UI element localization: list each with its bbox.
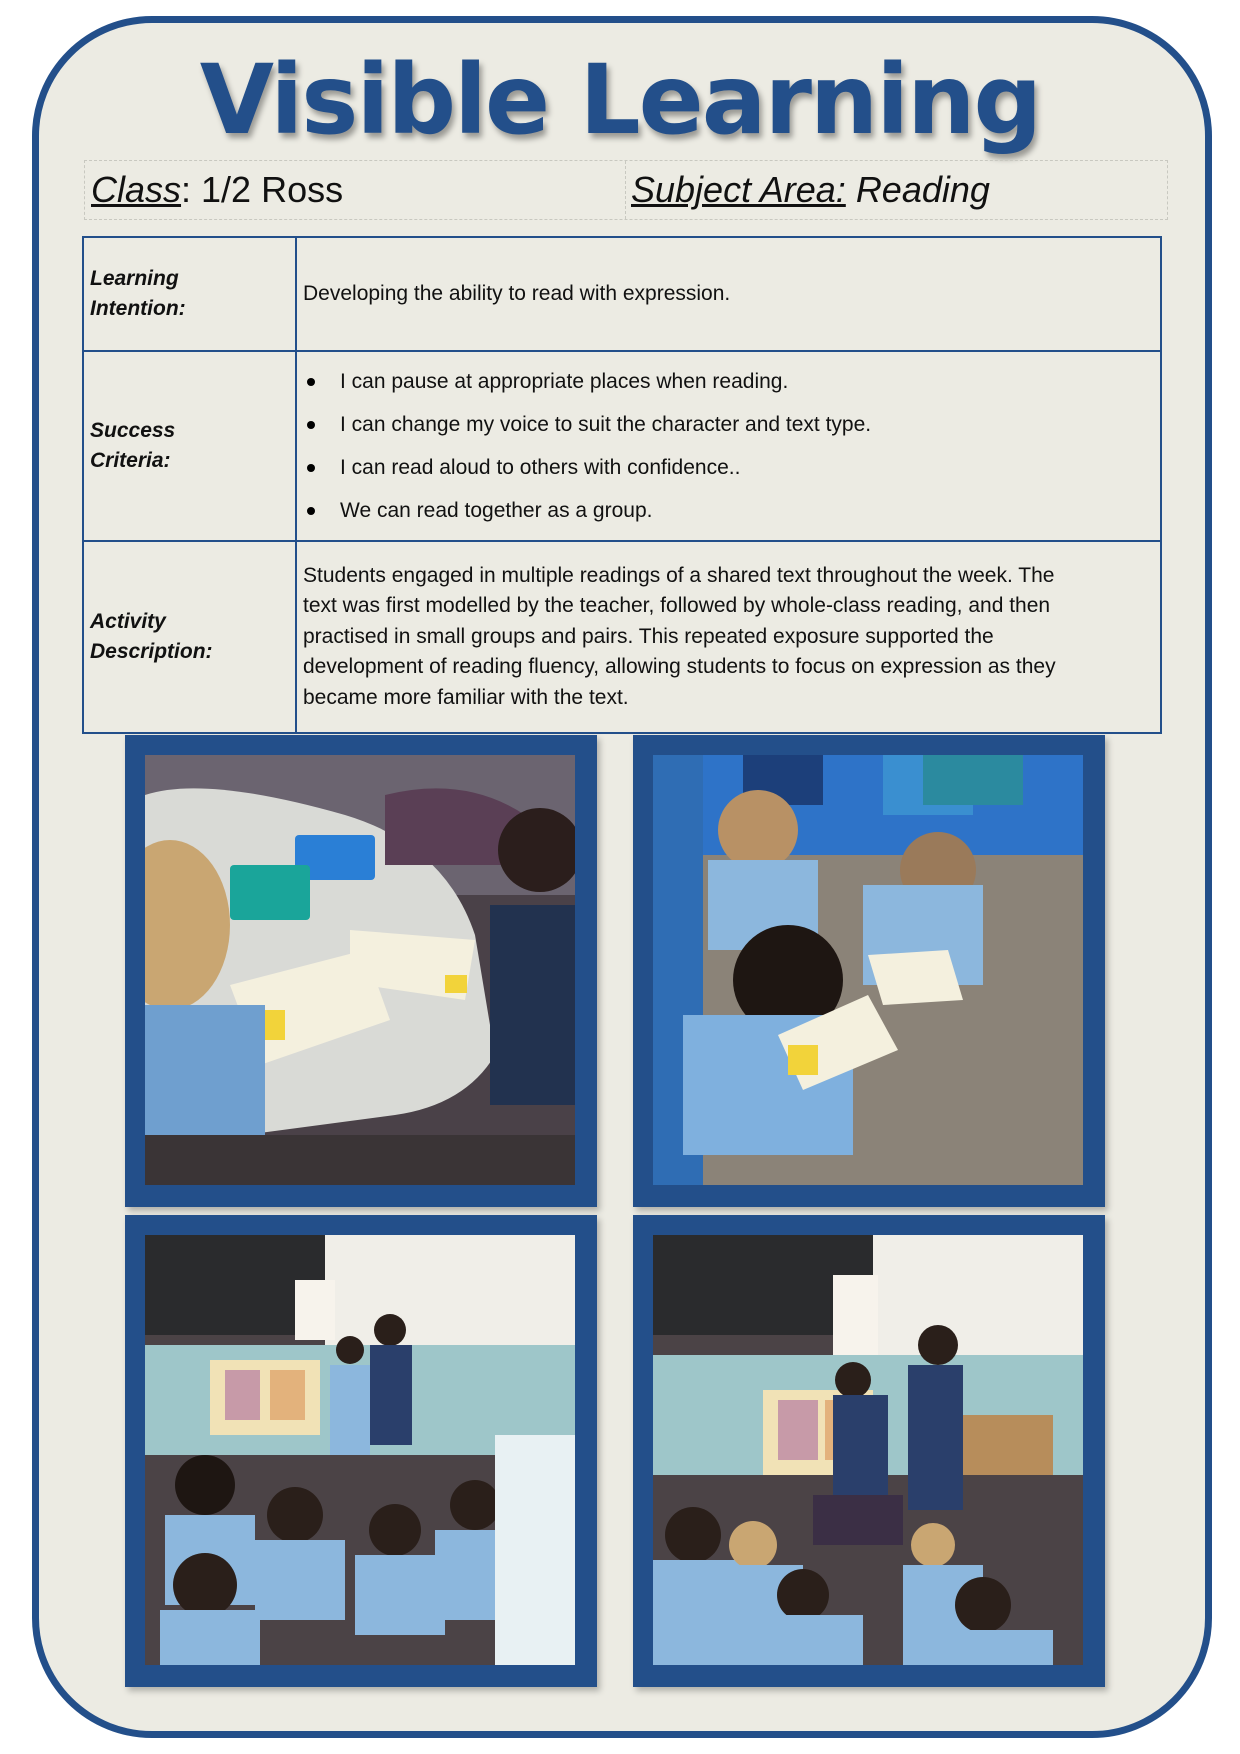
info-divider	[625, 161, 626, 219]
subject-field	[631, 169, 990, 211]
success-criteria-label: Success Criteria:	[83, 351, 296, 541]
photo-students-reading-at-table	[125, 735, 597, 1207]
photo-students-reading-on-floor	[633, 735, 1105, 1207]
class-value: : 1/2 Ross	[181, 169, 344, 210]
page-title: Visible Learning	[199, 44, 1041, 156]
class-field	[91, 169, 343, 211]
list-item: I can read aloud to others with confidence..	[303, 446, 1150, 489]
photo-class-shared-reading-2	[633, 1215, 1105, 1687]
learning-intention-row	[83, 237, 1161, 351]
class-info-row	[84, 160, 1168, 220]
learning-intention-text: Developing the ability to read with expression.	[296, 237, 1161, 351]
photo-image	[653, 755, 1083, 1185]
activity-description-label: Activity Description:	[83, 541, 296, 733]
list-item: I can pause at appropriate places when reading.	[303, 360, 1150, 403]
photo-class-shared-reading-1	[125, 1215, 597, 1687]
success-criteria-list-cell	[296, 351, 1161, 541]
subject-value: Reading	[855, 169, 990, 210]
photo-image	[145, 755, 575, 1185]
success-criteria-list	[303, 360, 1150, 532]
photo-image	[653, 1235, 1083, 1665]
learning-intention-label: Learning Intention:	[83, 237, 296, 351]
lesson-table	[82, 236, 1162, 734]
subject-label: Subject Area:	[631, 169, 846, 210]
success-criteria-row	[83, 351, 1161, 541]
list-item: I can change my voice to suit the character and text type.	[303, 403, 1150, 446]
activity-description-row	[83, 541, 1161, 733]
activity-description-text: Students engaged in multiple readings of a shared text throughout the week. The text was first modelled by the teacher, followed by whole-class reading, and then practised in small groups and pairs. This repeated exposure supported the development of reading fluency, allowing students to focus on expression as they became more familiar with the text.	[296, 541, 1161, 733]
list-item: We can read together as a group.	[303, 489, 1150, 532]
class-label: Class	[91, 169, 182, 210]
photo-image	[145, 1235, 575, 1665]
